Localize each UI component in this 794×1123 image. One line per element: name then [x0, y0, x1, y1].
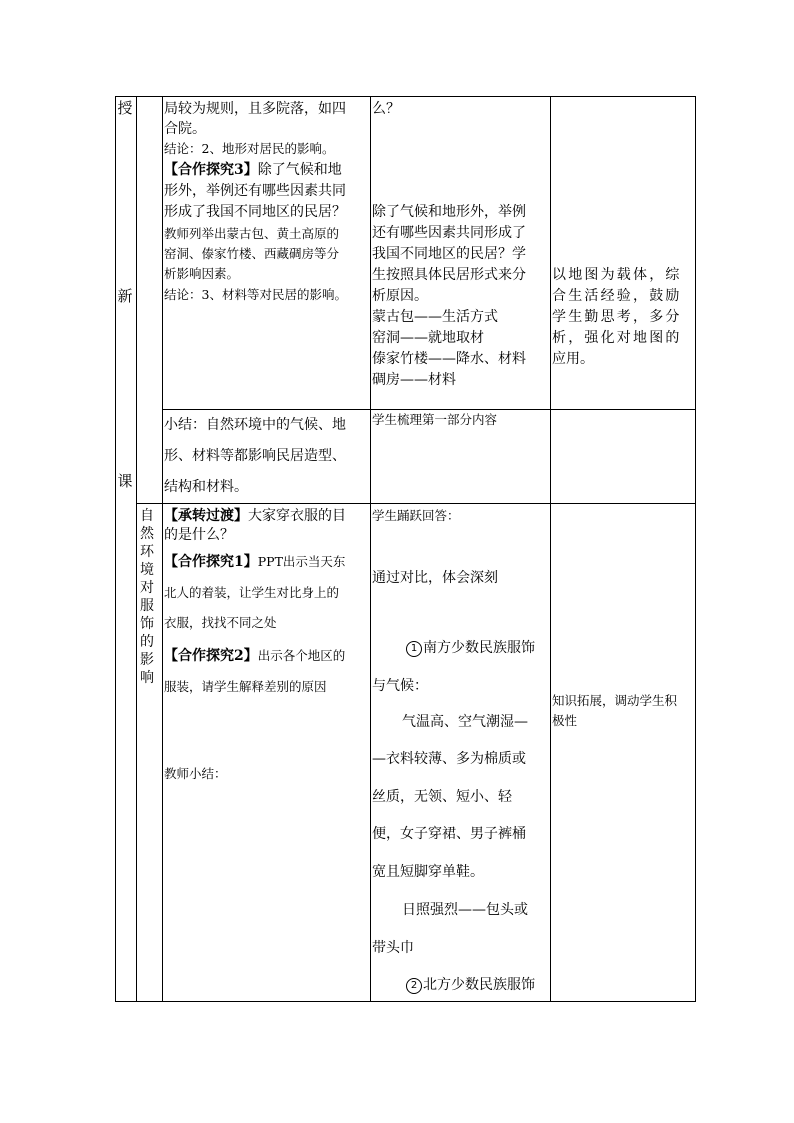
student-text	[406, 975, 535, 995]
intent-text: 析，强化对地图的	[552, 330, 682, 346]
subsection-label-char: 响	[140, 670, 154, 686]
teacher-text: 结论：3、材料等对民居的影响。	[164, 287, 347, 302]
student-text: 生按照具体民居形式来分	[372, 267, 526, 283]
subsection-label-char: 影	[140, 652, 154, 668]
student-text: 通过对比，体会深刻	[372, 570, 498, 586]
teacher-text	[164, 160, 342, 180]
student-text	[406, 638, 535, 658]
student-text: 碉房——材料	[372, 372, 456, 388]
subsection-label-char: 境	[140, 562, 154, 578]
col-divider-4	[550, 96, 551, 1002]
teacher-text	[164, 646, 345, 666]
student-text: 便，女子穿裙、男子裤桶	[372, 826, 526, 842]
subsection-label-char: 自	[140, 508, 154, 524]
col-divider-1	[136, 96, 137, 1002]
teacher-text: 衣服，找找不同之处	[164, 615, 277, 630]
section-label-char: 授	[117, 99, 133, 117]
intent-text: 学生勤思考，多分	[552, 309, 682, 325]
teacher-text: 窑洞、傣家竹楼、西藏碉房等分	[164, 246, 340, 261]
teacher-text: 北人的着装，让学生对比身上的	[164, 585, 340, 600]
intent-text: 极性	[552, 713, 578, 728]
table-border-bottom	[115, 1001, 696, 1002]
teacher-text: 合院。	[164, 121, 206, 137]
student-text: 学生踊跃回答：	[372, 508, 460, 523]
student-text: 宽且短脚穿单鞋。	[372, 864, 484, 880]
teacher-text: 形成了我国不同地区的民居？	[164, 204, 346, 220]
teacher-text: 析影响因素。	[164, 266, 240, 281]
student-text: 带头巾	[372, 940, 414, 956]
circled-number: 1	[406, 641, 422, 657]
teacher-text-rest: 除了气候和地	[257, 162, 342, 178]
student-text-rest: 北方少数民族服饰	[423, 977, 535, 993]
table-border-right	[695, 96, 696, 1002]
student-text: 傣家竹楼——降水、材料	[372, 351, 526, 367]
summary-text: 形、材料等都影响民居造型、	[164, 448, 346, 464]
intent-text: 以地图为载体，综	[552, 267, 682, 283]
teacher-text: 局较为规则，且多院落，如四	[164, 101, 346, 117]
section-label-char: 课	[117, 472, 133, 490]
teacher-text: 教师列举出蒙古包、黄土高原的	[164, 226, 340, 241]
subsection-label-char: 然	[140, 526, 154, 542]
subsection-label-char: 的	[140, 634, 154, 650]
intent-text: 知识拓展，调动学生积	[552, 693, 678, 708]
student-text: 么？	[372, 101, 400, 117]
bold-heading: 【合作探究2】	[164, 648, 258, 664]
summary-text: 小结：自然环境中的气候、地	[164, 417, 346, 433]
teacher-text: 的是什么？	[164, 527, 234, 543]
bold-heading: 【承转过渡】	[164, 508, 248, 524]
student-text: 我国不同地区的民居？学	[372, 246, 526, 262]
col-divider-2	[162, 96, 163, 1002]
circled-number: 2	[406, 978, 422, 994]
teacher-text: 形外，举例还有哪些因素共同	[164, 183, 346, 199]
student-text: 与气候：	[372, 678, 428, 694]
student-text: 丝质，无领、短小、轻	[372, 789, 512, 805]
section-label-char: 新	[117, 287, 133, 305]
subsection-label-char: 服	[140, 598, 154, 614]
intent-text: 应用。	[552, 351, 594, 367]
teacher-text	[164, 552, 345, 572]
teacher-text-rest: PPT出示当天东	[257, 554, 346, 569]
student-text: —衣料较薄、多为棉质或	[372, 751, 526, 767]
teacher-text-rest: 大家穿衣服的目	[248, 508, 346, 524]
student-text: 日照强烈——包头或	[402, 902, 528, 918]
subsection-label-char: 饰	[140, 616, 154, 632]
summary-text: 结构和材料。	[164, 479, 248, 495]
student-text: 气温高、空气潮湿—	[402, 714, 528, 730]
student-text: 蒙古包——生活方式	[372, 309, 498, 325]
teacher-text	[164, 506, 346, 526]
student-text: 窑洞——就地取材	[372, 330, 484, 346]
bold-heading: 【合作探究3】	[164, 162, 258, 178]
student-text: 除了气候和地形外，举例	[372, 204, 526, 220]
student-text: 学生梳理第一部分内容	[372, 412, 498, 427]
table-border-left	[115, 96, 116, 1002]
teacher-text: 服装，请学生解释差别的原因	[164, 679, 327, 694]
teacher-text: 结论：2、地形对居民的影响。	[164, 141, 335, 156]
subsection-label-char: 环	[140, 544, 154, 560]
table-border-top	[115, 96, 696, 97]
col-divider-3	[370, 96, 371, 1002]
bold-heading: 【合作探究1】	[164, 554, 258, 570]
teacher-text-rest: 出示各个地区的	[257, 648, 346, 663]
intent-text: 合生活经验，鼓励	[552, 288, 682, 304]
student-text-rest: 南方少数民族服饰	[423, 640, 535, 656]
teacher-text: 教师小结：	[164, 766, 227, 781]
student-text: 还有哪些因素共同形成了	[372, 225, 526, 241]
row-divider-2	[136, 503, 696, 504]
subsection-label-char: 对	[140, 580, 154, 596]
student-text: 析原因。	[372, 288, 428, 304]
